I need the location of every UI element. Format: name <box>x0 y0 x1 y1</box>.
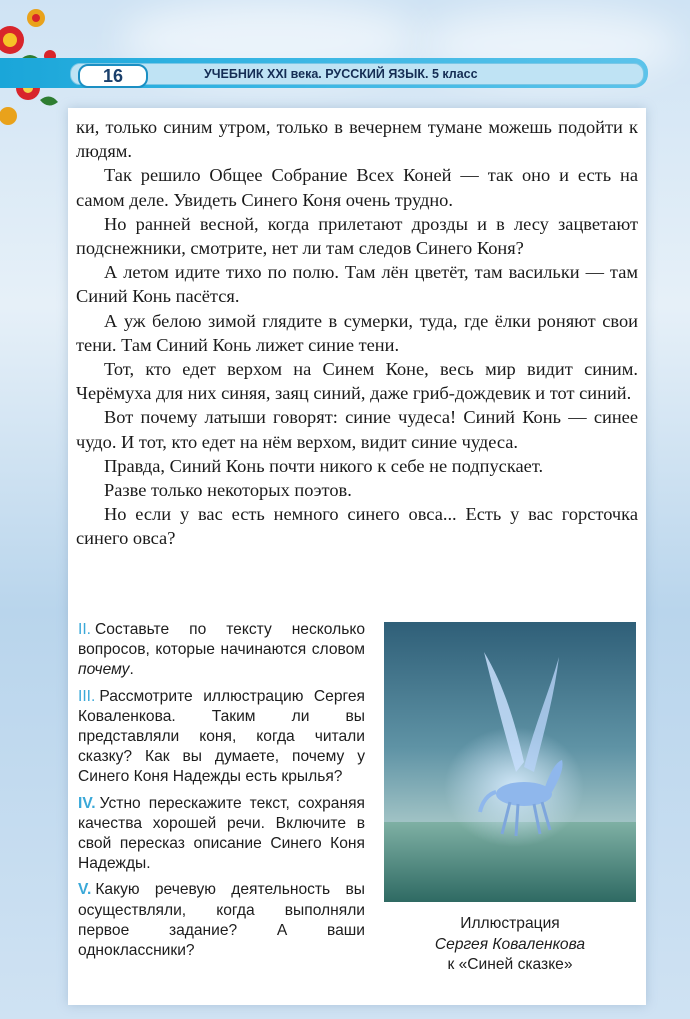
paragraph: А уж белою зимой глядите в сумерки, туда, где ёлки роняют свои тени. Там Синий Конь лижет синие тени. <box>76 310 638 355</box>
paragraph: ки, только синим утром, только в вечернем тумане можешь подойти к людям. <box>76 117 638 162</box>
story-text <box>76 115 638 551</box>
task-number: III. <box>78 687 96 705</box>
paragraph: Но если у вас есть немного синего овса... Есть у вас горсточка синего овса? <box>76 504 638 549</box>
page-number: 16 <box>78 64 148 88</box>
task-text: Рассмотрите иллюстрацию Сергея Коваленкова. Таким ли вы представляли коня, когда читали сказку? Как вы думаете, почему у Синего Коня Надежды есть крылья? <box>78 687 365 786</box>
paragraph: Так решило Общее Собрание Всех Коней — так оно и есть на самом деле. Увидеть Синего Коня очень трудно. <box>76 165 638 210</box>
caption-line: Иллюстрация <box>460 915 560 932</box>
illustration-caption <box>384 914 636 976</box>
paragraph: Тот, кто едет верхом на Синем Коне, весь мир видит синим. Черёмуха для них синяя, заяц синий, даже гриб-дождевик и тот синий. <box>76 359 638 404</box>
caption-line: к «Синей сказке» <box>447 956 573 973</box>
caption-author: Сергея Коваленкова <box>434 935 586 953</box>
task-text: Какую речевую деятельность вы осуществляли, когда выполняли первое задание? А ваши одноклассники? <box>78 881 365 960</box>
book-title: УЧЕБНИК XXI века. РУССКИЙ ЯЗЫК. 5 класс <box>204 67 478 81</box>
task-number: V. <box>78 881 92 899</box>
task-list <box>78 620 365 967</box>
task-number: II. <box>78 621 91 638</box>
task-text-end: . <box>129 661 134 679</box>
task-text: Составьте по тексту несколько вопросов, которые начинаются словом <box>78 621 365 659</box>
paragraph: Но ранней весной, когда прилетают дрозды и в лесу зацветают подснежники, смотрите, нет ли там следов Синего Коня? <box>76 213 638 259</box>
task-italic-word: почему <box>78 661 130 679</box>
paragraph: Вот почему латыши говорят: синие чудеса! Синий Конь — синее чудо. И тот, кто едет на нём верхом, видит синие чудеса. <box>76 407 638 452</box>
paragraph: Разве только некоторых поэтов. <box>104 480 352 501</box>
task-item <box>78 687 365 788</box>
task-item <box>78 794 365 875</box>
paragraph: Правда, Синий Конь почти никого к себе не подпускает. <box>104 455 544 476</box>
task-item <box>78 880 365 961</box>
blue-horse-illustration <box>384 622 636 902</box>
task-text: Устно перескажите текст, сохраняя качества хорошей речи. Включите в свой пересказ описание Синего Коня Надежды. <box>78 794 365 873</box>
paragraph: А летом идите тихо по полю. Там лён цветёт, там васильки — там Синий Конь пасётся. <box>76 262 638 307</box>
task-item <box>78 620 365 681</box>
task-number: IV. <box>78 794 96 812</box>
